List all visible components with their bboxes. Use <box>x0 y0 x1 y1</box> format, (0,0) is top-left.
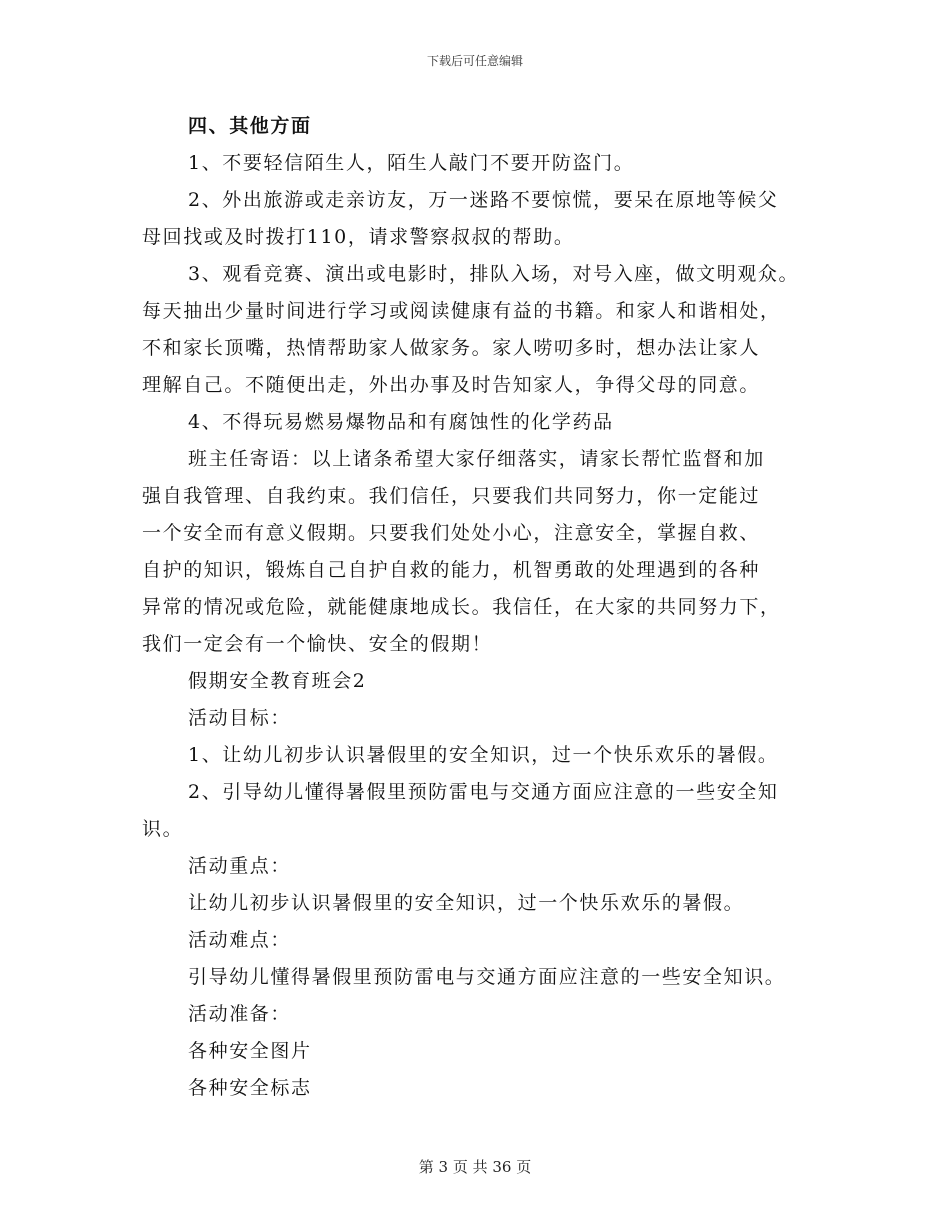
paragraph-line: 1、不要轻信陌生人，陌生人敲门不要开防盗门。 <box>188 152 635 174</box>
paragraph-line: 活动目标： <box>188 707 292 729</box>
paragraph-line: 1、让幼儿初步认识暑假里的安全知识，过一个快乐欢乐的暑假。 <box>188 744 779 766</box>
page-header: 下载后可任意编辑 <box>426 54 523 68</box>
paragraph-line: 各种安全标志 <box>188 1077 312 1099</box>
paragraph-line: 强自我管理、自我约束。我们信任，只要我们共同努力，你一定能过 <box>142 485 761 507</box>
paragraph-line: 4、不得玩易燃易爆物品和有腐蚀性的化学药品 <box>188 411 614 433</box>
page-footer: 第 3 页 共 36 页 <box>418 1158 532 1176</box>
paragraph-line: 各种安全图片 <box>188 1040 312 1062</box>
paragraph-line: 3、观看竞赛、演出或电影时，排队入场，对号入座，做文明观众。 <box>188 263 800 285</box>
paragraph-line: 识。 <box>142 818 184 840</box>
paragraph-line: 活动难点： <box>188 929 292 951</box>
paragraph-line: 不和家长顶嘴，热情帮助家人做家务。家人唠叨多时，想办法让家人 <box>142 337 761 359</box>
paragraph-line: 理解自己。不随便出走，外出办事及时告知家人，争得父母的同意。 <box>142 374 761 396</box>
paragraph-line: 活动准备： <box>188 1003 292 1025</box>
paragraph-line: 我们一定会有一个愉快、安全的假期！ <box>142 633 493 655</box>
paragraph-line: 让幼儿初步认识暑假里的安全知识，过一个快乐欢乐的暑假。 <box>188 892 745 914</box>
paragraph-line: 每天抽出少量时间进行学习或阅读健康有益的书籍。和家人和谐相处， <box>142 300 781 322</box>
paragraph-line: 班主任寄语：以上诸条希望大家仔细落实，请家长帮忙监督和加 <box>188 448 765 470</box>
paragraph-line: 异常的情况或危险，就能健康地成长。我信任，在大家的共同努力下， <box>142 596 781 618</box>
paragraph-line: 一个安全而有意义假期。只要我们处处小心，注意安全，掌握自救、 <box>142 522 761 544</box>
paragraph-line: 引导幼儿懂得暑假里预防雷电与交通方面应注意的一些安全知识。 <box>188 966 786 988</box>
paragraph-line: 活动重点： <box>188 855 292 877</box>
paragraph-line: 母回找或及时拨打110，请求警察叔叔的帮助。 <box>142 226 575 248</box>
paragraph-line: 自护的知识，锻炼自己自护自救的能力，机智勇敢的处理遇到的各种 <box>142 559 761 581</box>
document-subtitle: 假期安全教育班会2 <box>188 670 367 692</box>
section-heading: 四、其他方面 <box>188 115 312 137</box>
paragraph-line: 2、外出旅游或走亲访友，万一迷路不要惊慌，要呆在原地等候父 <box>188 189 779 211</box>
paragraph-line: 2、引导幼儿懂得暑假里预防雷电与交通方面应注意的一些安全知 <box>188 781 779 803</box>
